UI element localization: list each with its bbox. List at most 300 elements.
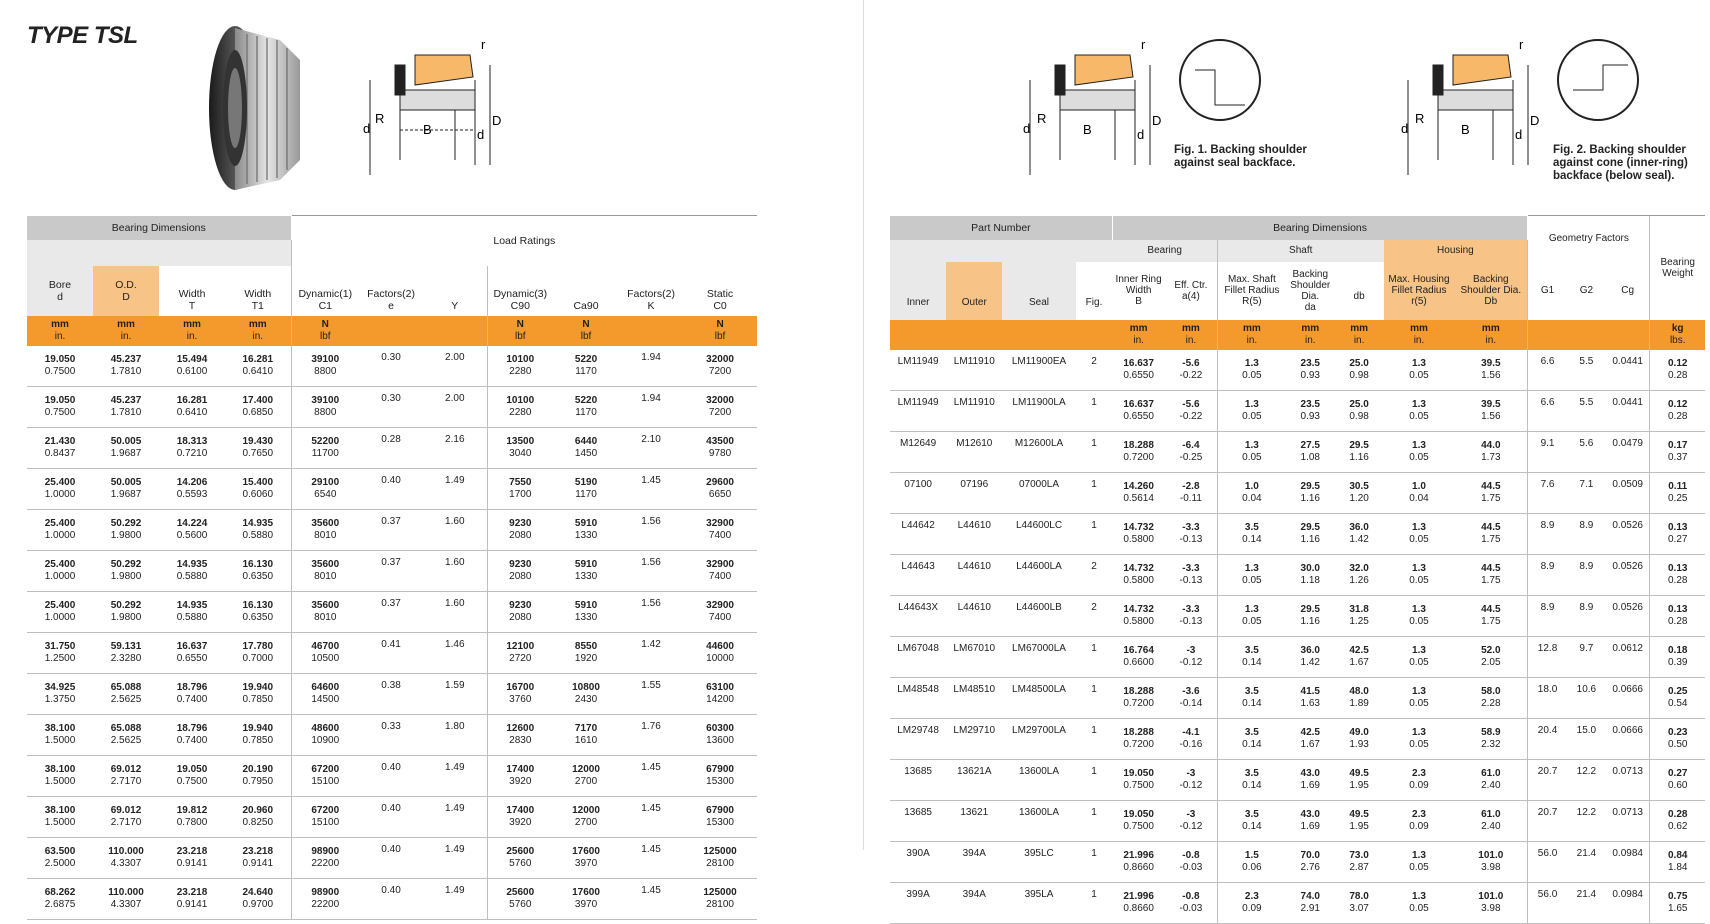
- table-row: [890, 636, 1705, 677]
- col-ca90: Ca90: [553, 266, 619, 316]
- cell-value-metric: 69.012: [110, 763, 142, 775]
- cell-value-metric: 38.100: [44, 722, 76, 734]
- table-cell: [1286, 718, 1335, 759]
- cell-value-inch: -0.13: [1179, 615, 1203, 627]
- cell-value-metric: 1.80: [445, 720, 465, 732]
- cell-value-metric: 50.292: [110, 599, 142, 611]
- table-cell: [1112, 431, 1165, 472]
- table-cell: [1165, 513, 1218, 554]
- cell-value-metric: 1.3: [1412, 726, 1426, 738]
- svg-text:d: d: [1023, 121, 1031, 136]
- cell-value-metric: 1.3: [1412, 521, 1426, 533]
- table-cell: 2: [1076, 595, 1113, 636]
- cell-value-inch: 0.05: [1242, 410, 1262, 422]
- table-cell: 390A: [890, 841, 946, 882]
- cell-value-inch: 0.28: [1667, 615, 1688, 627]
- table-cell: [683, 509, 757, 550]
- cell-value-inch: 11700: [311, 447, 339, 459]
- cell-value-inch: 9780: [708, 447, 732, 459]
- cell-value-metric: 38.100: [44, 804, 76, 816]
- unit-cell: [1335, 320, 1384, 350]
- table-cell: LM67048: [890, 636, 946, 677]
- unit-cell: [619, 316, 683, 346]
- table-row: [27, 632, 757, 673]
- cell-value-inch: 0.14: [1242, 820, 1262, 832]
- cell-value-inch: -0.16: [1179, 738, 1203, 750]
- table-cell: 21.4: [1567, 882, 1606, 923]
- table-cell: [27, 346, 93, 387]
- svg-text:B: B: [1461, 122, 1470, 137]
- table-cell: 0.0984: [1606, 841, 1650, 882]
- table-row: [27, 755, 757, 796]
- cell-value-inch: 0.9141: [176, 857, 208, 869]
- table-cell: [1112, 882, 1165, 923]
- unit-cell: [487, 316, 553, 346]
- cell-value-metric: 3.5: [1244, 767, 1259, 779]
- cell-value-inch: 0.05: [1409, 533, 1429, 545]
- cell-value-metric: 36.0: [1300, 644, 1320, 656]
- cell-value-inch: 0.6060: [242, 488, 274, 500]
- cell-value-inch: 10500: [311, 652, 340, 664]
- cell-value-inch: 1.56: [1481, 410, 1501, 422]
- col-db: db: [1335, 262, 1384, 320]
- cell-value-metric: 14.206: [176, 476, 208, 488]
- cell-value-inch: 0.6410: [242, 365, 274, 377]
- cell-value-metric: 125000: [703, 845, 737, 857]
- group-part-number: Part Number: [890, 216, 1112, 240]
- cell-value-inch: 1.16: [1300, 615, 1320, 627]
- cell-value-metric: 1.45: [641, 843, 661, 855]
- table-cell: 1: [1076, 718, 1113, 759]
- cell-value-metric: 44.0: [1481, 439, 1501, 451]
- cell-value-inch: 1.16: [1349, 451, 1369, 463]
- table-cell: [1454, 513, 1527, 554]
- table-cell: [619, 386, 683, 427]
- cell-value-metric: 1.5: [1244, 849, 1259, 861]
- cell-value-inch: 10900: [311, 734, 340, 746]
- table-cell: [359, 714, 423, 755]
- cell-value-metric: 39.5: [1481, 357, 1501, 369]
- cell-value-metric: 29.5: [1300, 521, 1320, 533]
- table-cell: [291, 427, 359, 468]
- cell-value-inch: 0.8250: [242, 816, 274, 828]
- cell-value-metric: -4.1: [1182, 726, 1200, 738]
- cell-value-inch: -0.12: [1179, 820, 1203, 832]
- cell-value-inch: 0.6600: [1123, 656, 1154, 668]
- cell-value-metric: 42.5: [1300, 726, 1320, 738]
- cell-value-inch: 1.9687: [110, 488, 142, 500]
- table-cell: [553, 468, 619, 509]
- unit-sub: lbs.: [1669, 334, 1686, 346]
- cell-value-metric: 0.41: [381, 638, 401, 650]
- table-cell: [1165, 759, 1218, 800]
- cell-value-metric: 44.5: [1481, 562, 1501, 574]
- table-cell: 1: [1076, 390, 1113, 431]
- cell-value-inch: 0.8437: [44, 447, 76, 459]
- cell-value-inch: 6650: [708, 488, 732, 500]
- cell-value-metric: 1.3: [1412, 685, 1426, 697]
- cell-value-inch: 0.7500: [1123, 820, 1154, 832]
- group-geometry: Geometry Factors: [1528, 216, 1650, 262]
- cell-value-metric: 2.00: [445, 392, 465, 404]
- table-cell: [619, 591, 683, 632]
- cell-value-inch: 1450: [574, 447, 598, 459]
- unit-cell: [683, 316, 757, 346]
- cell-value-metric: -6.4: [1182, 439, 1200, 451]
- cell-value-metric: 7550: [509, 476, 532, 488]
- table-cell: [1165, 677, 1218, 718]
- cell-value-inch: 0.7850: [242, 693, 274, 705]
- cell-value-inch: 1.69: [1300, 779, 1320, 791]
- table-cell: [93, 796, 159, 837]
- table-cell: LM11949: [890, 390, 946, 431]
- table-cell: [1286, 677, 1335, 718]
- table-cell: [291, 591, 359, 632]
- table-cell: [1217, 350, 1285, 391]
- cell-value-inch: 0.04: [1242, 492, 1262, 504]
- table-cell: [1217, 431, 1285, 472]
- table-cell: [291, 632, 359, 673]
- cell-value-inch: 2.05: [1481, 656, 1501, 668]
- table-cell: [619, 509, 683, 550]
- table-cell: [27, 755, 93, 796]
- table-cell: [553, 673, 619, 714]
- table-row: [27, 796, 757, 837]
- table-cell: [1112, 350, 1165, 391]
- table-cell: [225, 468, 291, 509]
- cell-value-inch: -0.14: [1179, 697, 1203, 709]
- cell-value-metric: 39100: [311, 394, 340, 406]
- cell-value-inch: 1.7810: [110, 406, 142, 418]
- cell-value-metric: -0.8: [1182, 849, 1200, 861]
- table-cell: [423, 468, 487, 509]
- cell-value-inch: 1.18: [1300, 574, 1320, 586]
- table-cell: [423, 386, 487, 427]
- table-cell: 0.0713: [1606, 800, 1650, 841]
- table-cell: [27, 714, 93, 755]
- table-cell: [359, 837, 423, 878]
- cell-value-inch: 0.5600: [176, 529, 208, 541]
- unit-sub: lbf: [320, 330, 331, 342]
- cell-value-metric: 101.0: [1478, 849, 1504, 861]
- cell-value-inch: 0.7500: [44, 365, 76, 377]
- cell-value-metric: 9230: [509, 599, 532, 611]
- cell-value-metric: 125000: [703, 886, 737, 898]
- table-cell: L44600LA: [1002, 554, 1075, 595]
- table-cell: [359, 796, 423, 837]
- unit-cell: [1606, 320, 1650, 350]
- table-cell: [225, 632, 291, 673]
- table-cell: LM67010: [946, 636, 1002, 677]
- cell-value-inch: 2430: [574, 693, 598, 705]
- table-cell: [1650, 636, 1705, 677]
- cell-value-inch: -0.12: [1179, 779, 1203, 791]
- col-weight: Bearing Weight: [1650, 216, 1705, 320]
- col-g2: G2: [1567, 262, 1606, 320]
- table-cell: [423, 714, 487, 755]
- cell-value-inch: 1330: [574, 611, 598, 623]
- table-cell: [553, 346, 619, 387]
- cell-value-metric: 0.40: [381, 474, 401, 486]
- cell-value-metric: 2.3: [1412, 808, 1426, 820]
- cell-value-metric: 30.0: [1300, 562, 1320, 574]
- table-cell: [1165, 882, 1218, 923]
- cell-value-inch: -0.03: [1179, 861, 1203, 873]
- col-cg: Cg: [1606, 262, 1650, 320]
- cell-value-inch: 0.39: [1667, 656, 1688, 668]
- table-cell: [683, 796, 757, 837]
- cell-value-metric: 23.5: [1300, 398, 1320, 410]
- table-cell: [225, 591, 291, 632]
- cell-value-metric: 25.400: [44, 476, 76, 488]
- table-cell: [359, 427, 423, 468]
- table-cell: [1286, 800, 1335, 841]
- table-cell: [1384, 800, 1455, 841]
- cell-value-inch: 0.93: [1300, 369, 1320, 381]
- col-g1: G1: [1528, 262, 1567, 320]
- cell-value-metric: 1.3: [1244, 603, 1259, 615]
- table-cell: [1165, 800, 1218, 841]
- cell-value-metric: 25.0: [1349, 398, 1369, 410]
- table-cell: [683, 550, 757, 591]
- cell-value-metric: 64600: [311, 681, 340, 693]
- table-cell: [359, 509, 423, 550]
- cell-value-metric: -3.3: [1182, 603, 1200, 615]
- table-cell: [1335, 595, 1384, 636]
- cell-value-metric: 13500: [506, 435, 535, 447]
- cell-value-metric: 1.59: [445, 679, 465, 691]
- cell-value-metric: 1.49: [445, 761, 465, 773]
- table-cell: [487, 346, 553, 387]
- table-cell: [1165, 636, 1218, 677]
- unit-main: mm: [1481, 322, 1500, 334]
- table-row: [27, 673, 757, 714]
- table-cell: [619, 427, 683, 468]
- table-cell: [683, 673, 757, 714]
- cell-value-inch: 14200: [706, 693, 734, 705]
- table-cell: [487, 427, 553, 468]
- cell-value-metric: 25.400: [44, 517, 76, 529]
- table-cell: 18.0: [1528, 677, 1567, 718]
- cell-value-inch: 0.05: [1409, 369, 1429, 381]
- cell-value-metric: 16.637: [1123, 398, 1154, 410]
- table-cell: [159, 427, 225, 468]
- table-cell: L44643X: [890, 595, 946, 636]
- table-cell: [1384, 554, 1455, 595]
- table-cell: [423, 346, 487, 387]
- table-cell: [683, 346, 757, 387]
- table-cell: 21.4: [1567, 841, 1606, 882]
- table-cell: LM11910: [946, 390, 1002, 431]
- table-cell: 20.7: [1528, 759, 1567, 800]
- cell-value-inch: 2.87: [1349, 861, 1369, 873]
- cell-value-metric: 1.94: [641, 351, 661, 363]
- cell-value-inch: 0.6550: [1123, 369, 1154, 381]
- cell-value-inch: 0.5614: [1123, 492, 1154, 504]
- cell-value-metric: 25600: [506, 886, 535, 898]
- col-k: Factors(2) K: [619, 266, 683, 316]
- sub-shaft: Shaft: [1217, 240, 1383, 262]
- cell-value-inch: 2700: [574, 775, 598, 787]
- table-cell: [1217, 841, 1285, 882]
- table-cell: [1286, 431, 1335, 472]
- table-cell: [553, 427, 619, 468]
- cell-value-metric: 32.0: [1349, 562, 1369, 574]
- table-cell: [93, 550, 159, 591]
- table-cell: [683, 878, 757, 919]
- table-cell: [1650, 554, 1705, 595]
- table-cell: [619, 673, 683, 714]
- unit-main: mm: [1410, 322, 1428, 334]
- col-inner: Inner: [890, 262, 946, 320]
- table-cell: 1: [1076, 841, 1113, 882]
- svg-text:r: r: [1519, 37, 1524, 52]
- cell-value-metric: -5.6: [1182, 398, 1200, 410]
- cell-value-metric: 65.088: [110, 681, 142, 693]
- cell-value-metric: -3.3: [1182, 521, 1200, 533]
- table-row: [890, 554, 1705, 595]
- table-cell: 12.2: [1567, 800, 1606, 841]
- cell-value-metric: 0.40: [381, 884, 401, 896]
- table-cell: [683, 755, 757, 796]
- cell-value-inch: 8800: [314, 406, 337, 418]
- table-cell: 0.0526: [1606, 513, 1650, 554]
- table-cell: [1384, 841, 1455, 882]
- unit-main: N: [582, 318, 590, 330]
- cell-value-metric: 19.050: [1123, 808, 1154, 820]
- cell-value-metric: 18.288: [1123, 685, 1154, 697]
- cell-value-inch: 1.2500: [44, 652, 76, 664]
- cell-value-inch: 0.6410: [176, 406, 208, 418]
- table-cell: [27, 878, 93, 919]
- cell-value-metric: 17600: [572, 886, 600, 898]
- cell-value-metric: 0.75: [1667, 890, 1688, 902]
- table-cell: [553, 591, 619, 632]
- cell-value-metric: 50.292: [110, 517, 142, 529]
- table-cell: [1112, 595, 1165, 636]
- cell-value-metric: 30.5: [1349, 480, 1369, 492]
- cell-value-inch: 1.75: [1481, 533, 1501, 545]
- cell-value-metric: 50.005: [110, 435, 142, 447]
- cell-value-inch: 1.08: [1300, 451, 1320, 463]
- table-cell: [1650, 595, 1705, 636]
- cell-value-metric: 16.637: [176, 640, 208, 652]
- cell-value-metric: 9230: [509, 517, 532, 529]
- table-cell: L44600LC: [1002, 513, 1075, 554]
- cell-value-metric: 31.750: [44, 640, 76, 652]
- svg-text:r: r: [1141, 37, 1146, 52]
- cell-value-inch: 5760: [509, 898, 532, 910]
- cell-value-metric: 3.5: [1244, 726, 1259, 738]
- group-bearing-dimensions: Bearing Dimensions: [27, 216, 291, 240]
- table-cell: [159, 714, 225, 755]
- table-cell: [159, 550, 225, 591]
- unit-sub: in.: [1304, 334, 1316, 346]
- cell-value-metric: 74.0: [1300, 890, 1320, 902]
- table-cell: 6.6: [1528, 350, 1567, 391]
- cell-value-metric: 0.17: [1667, 439, 1688, 451]
- cell-value-inch: 0.6850: [242, 406, 274, 418]
- table-cell: [359, 550, 423, 591]
- table-cell: [1217, 513, 1285, 554]
- unit-sub: in.: [1185, 334, 1197, 346]
- cell-value-inch: 2.5625: [110, 734, 142, 746]
- cell-value-metric: 5910: [574, 558, 598, 570]
- cell-value-metric: 16.281: [176, 394, 208, 406]
- cell-value-inch: 1.5000: [44, 734, 76, 746]
- cell-value-inch: 14500: [311, 693, 340, 705]
- table-cell: [1650, 882, 1705, 923]
- unit-main: mm: [183, 318, 201, 330]
- cell-value-inch: 1.42: [1349, 533, 1369, 545]
- table-cell: [1454, 554, 1527, 595]
- table-cell: [93, 591, 159, 632]
- cell-value-metric: 1.60: [445, 556, 465, 568]
- table-cell: [1335, 350, 1384, 391]
- cell-value-inch: 0.9141: [242, 857, 274, 869]
- table-cell: [159, 468, 225, 509]
- table-cell: [553, 386, 619, 427]
- table-cell: [1286, 595, 1335, 636]
- cell-value-inch: 28100: [706, 857, 734, 869]
- cell-value-metric: 16.764: [1123, 644, 1154, 656]
- unit-main: mm: [51, 318, 69, 330]
- cell-value-metric: 61.0: [1481, 808, 1501, 820]
- table-cell: [487, 509, 553, 550]
- cell-value-inch: 2.7170: [110, 775, 142, 787]
- table-cell: [1112, 636, 1165, 677]
- cell-value-metric: 12000: [572, 763, 600, 775]
- cell-value-inch: 1.95: [1349, 820, 1369, 832]
- table-cell: [291, 796, 359, 837]
- cell-value-inch: 1170: [575, 406, 597, 418]
- cell-value-metric: 17.400: [242, 394, 274, 406]
- cell-value-inch: 2720: [509, 652, 532, 664]
- cell-value-inch: 15100: [311, 816, 340, 828]
- cell-value-inch: 2080: [509, 611, 532, 623]
- cell-value-metric: 14.732: [1123, 562, 1154, 574]
- cell-value-metric: 29.5: [1349, 439, 1369, 451]
- table-cell: [487, 632, 553, 673]
- table-cell: [1286, 882, 1335, 923]
- cell-value-metric: 25.400: [44, 599, 76, 611]
- col-Db: Backing Shoulder Dia. Db: [1454, 262, 1527, 320]
- cell-value-metric: 0.11: [1668, 480, 1688, 492]
- table-cell: [1286, 350, 1335, 391]
- bearing-photo: [205, 20, 305, 195]
- cell-value-inch: 0.7850: [242, 734, 274, 746]
- cell-value-metric: 0.28: [381, 433, 401, 445]
- cell-value-inch: 2.5625: [110, 693, 142, 705]
- table-cell: [1454, 472, 1527, 513]
- unit-cell: [291, 316, 359, 346]
- table-row: [27, 468, 757, 509]
- table-cell: [159, 755, 225, 796]
- cell-value-metric: 70.0: [1300, 849, 1320, 861]
- table-cell: [619, 796, 683, 837]
- unit-cell: [553, 316, 619, 346]
- cell-value-metric: 27.5: [1300, 439, 1320, 451]
- cell-value-metric: 67900: [706, 804, 734, 816]
- cell-value-metric: 73.0: [1349, 849, 1369, 861]
- unit-main: mm: [1242, 322, 1261, 334]
- cell-value-inch: 1700: [509, 488, 532, 500]
- svg-text:d: d: [1137, 127, 1145, 142]
- cell-value-metric: 5910: [574, 517, 598, 529]
- unit-main: mm: [117, 318, 135, 330]
- table-cell: [683, 386, 757, 427]
- cell-value-metric: 1.3: [1412, 890, 1426, 902]
